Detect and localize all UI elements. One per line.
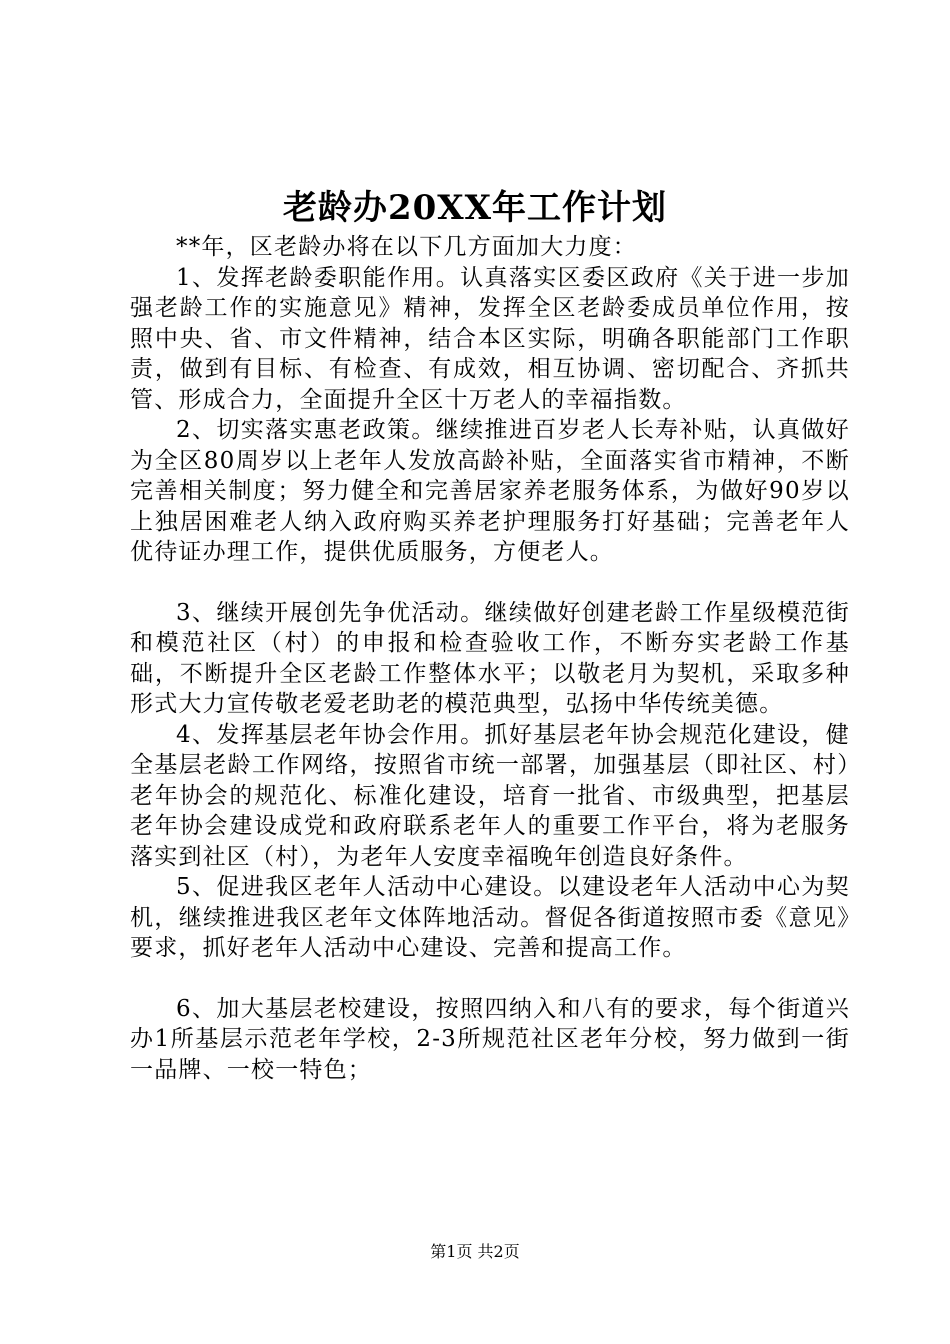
paragraph-item-6: 6、加大基层老校建设，按照四纳入和八有的要求，每个街道兴办1所基层示范老年学校，2-3所规范社区老年分校，努力做到一街一品牌、一校一特色； xyxy=(130,995,850,1083)
paragraph-item-1: 1、发挥老龄委职能作用。认真落实区委区政府《关于进一步加强老龄工作的实施意见》精神，发挥全区老龄委成员单位作用，按照中央、省、市文件精神，结合本区实际，明确各职能部门工作职责，做到有目标、有检查、有成效，相互协调、密切配合、齐抓共管、形成合力，全面提升全区十万老人的幸福指数。 xyxy=(130,264,850,413)
document-title: 老龄办20XX年工作计划 xyxy=(282,188,668,228)
document-body xyxy=(130,232,850,1085)
paragraph-item-5: 5、促进我区老年人活动中心建设。以建设老年人活动中心为契机，继续推进我区老年文体阵地活动。督促各街道按照市委《意见》要求，抓好老年人活动中心建设、完善和提高工作。 xyxy=(130,874,850,961)
page-number-footer: 第1页 共2页 xyxy=(430,1242,520,1261)
paragraph-intro: **年，区老龄办将在以下几方面加大力度： xyxy=(176,234,637,260)
paragraph-item-4: 4、发挥基层老年协会作用。抓好基层老年协会规范化建设，健全基层老龄工作网络，按照省市统一部署，加强基层（即社区、村）老年协会的规范化、标准化建设，培育一批省、市级典型，把基层老年协会建设成党和政府联系老年人的重要工作平台，将为老服务落实到社区（村），为老年人安度幸福晚年创造良好条件。 xyxy=(130,721,850,870)
paragraph-item-3: 3、继续开展创先争优活动。继续做好创建老龄工作星级模范街和模范社区（村）的申报和检查验收工作，不断夯实老龄工作基础，不断提升全区老龄工作整体水平；以敬老月为契机，采取多种形式大力宣传敬老爱老助老的模范典型，弘扬中华传统美德。 xyxy=(130,599,850,717)
paragraph-item-2: 2、切实落实惠老政策。继续推进百岁老人长寿补贴，认真做好为全区80周岁以上老年人发放高龄补贴，全面落实省市精神，不断完善相关制度；努力健全和完善居家养老服务体系，为做好90岁以上独居困难老人纳入政府购买养老护理服务打好基础；完善老年人优待证办理工作，提供优质服务，方便老人。 xyxy=(130,417,850,565)
